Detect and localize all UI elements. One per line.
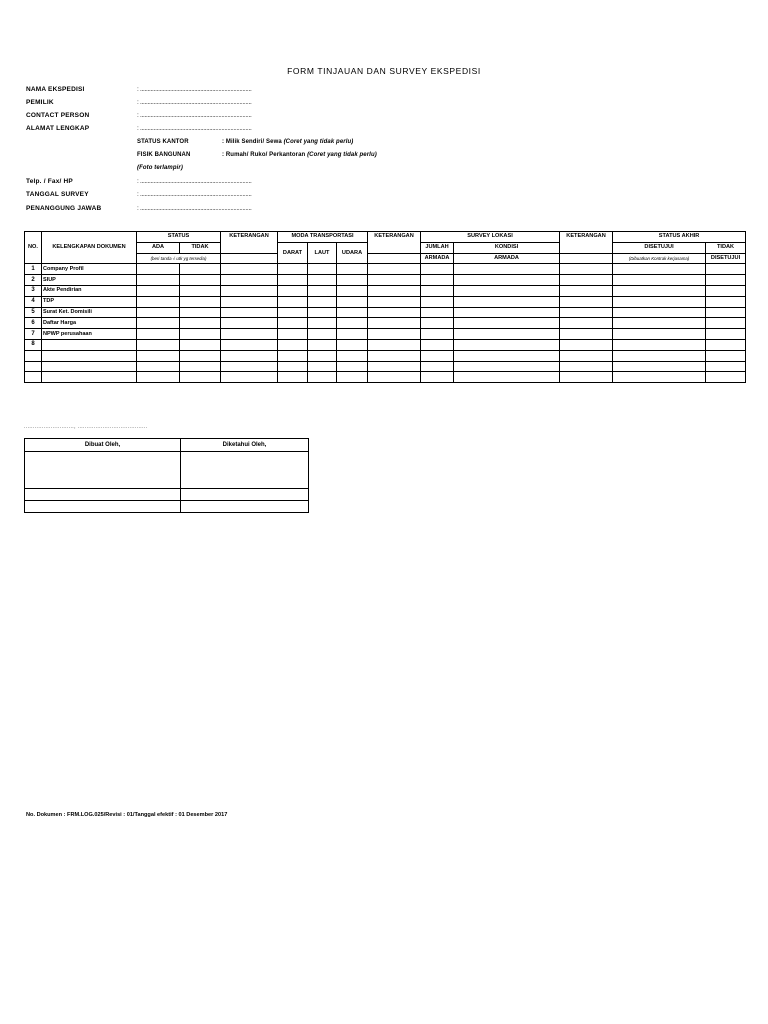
status-kantor-options: : Milik Sendiri/ Sewa	[222, 139, 282, 145]
diketahui-date-box[interactable]	[181, 501, 309, 513]
table-cell[interactable]	[221, 339, 278, 350]
table-cell[interactable]	[560, 296, 613, 307]
table-cell[interactable]	[454, 285, 560, 296]
table-cell[interactable]	[137, 318, 180, 329]
field-penanggung-jawab[interactable]: : ..........................................................................	[137, 205, 252, 212]
table-cell[interactable]	[137, 361, 180, 372]
document-footer: No. Dokumen : FRM.LOG.025/Revisi : 01/Tanggal efektif : 01 Desember 2017	[26, 812, 228, 818]
table-row	[25, 372, 746, 383]
table-cell[interactable]	[278, 318, 308, 329]
table-cell[interactable]	[560, 318, 613, 329]
table-cell[interactable]	[308, 339, 337, 350]
table-row	[25, 296, 746, 307]
table-cell[interactable]	[337, 285, 368, 296]
signature-table	[24, 438, 309, 513]
table-row	[25, 264, 746, 275]
fisik-bangunan-value	[222, 152, 377, 158]
table-cell[interactable]	[337, 318, 368, 329]
label-tanggal-survey: TANGGAL SURVEY	[26, 191, 89, 198]
table-cell[interactable]	[613, 307, 706, 318]
table-cell[interactable]	[337, 264, 368, 275]
col-kondisi-header: KONDISI	[454, 242, 560, 253]
row-document-name: TDP	[42, 296, 137, 307]
table-cell[interactable]	[560, 285, 613, 296]
table-cell[interactable]	[454, 275, 560, 286]
table-cell[interactable]	[221, 372, 278, 383]
table-cell[interactable]	[454, 264, 560, 275]
table-cell[interactable]	[421, 372, 454, 383]
table-cell[interactable]	[180, 275, 221, 286]
dibuat-signature-box[interactable]	[25, 452, 181, 489]
table-cell[interactable]	[278, 264, 308, 275]
field-telp[interactable]: : ..........................................................................	[137, 178, 252, 185]
col-ada-header: ADA	[137, 242, 180, 253]
table-cell[interactable]	[613, 361, 706, 372]
table-cell[interactable]	[180, 329, 221, 340]
status-note: (beri tanda √ utk yg tersedia)	[137, 253, 221, 264]
row-document-name: Surat Ket. Domisili	[42, 307, 137, 318]
table-cell[interactable]	[221, 296, 278, 307]
table-cell[interactable]	[180, 296, 221, 307]
table-cell[interactable]	[421, 339, 454, 350]
table-cell[interactable]	[706, 318, 746, 329]
table-cell[interactable]	[221, 318, 278, 329]
label-contact-person: CONTACT PERSON	[26, 112, 90, 119]
table-cell[interactable]	[454, 296, 560, 307]
table-cell[interactable]	[221, 329, 278, 340]
table-cell[interactable]	[308, 372, 337, 383]
table-cell[interactable]	[454, 318, 560, 329]
table-cell[interactable]	[137, 307, 180, 318]
label-penanggung-jawab: PENANGGUNG JAWAB	[26, 205, 102, 212]
table-cell[interactable]	[421, 264, 454, 275]
col-laut-header: LAUT	[308, 242, 337, 264]
table-cell[interactable]	[180, 285, 221, 296]
table-cell[interactable]	[706, 339, 746, 350]
table-cell[interactable]	[308, 296, 337, 307]
disetujui-note: (Dibuatkan Kontrak kerjasama)	[613, 253, 706, 264]
row-document-name: Daftar Harga	[42, 318, 137, 329]
col-keterangan-1-header: KETERANGAN	[221, 232, 278, 254]
table-cell[interactable]	[706, 275, 746, 286]
table-cell[interactable]	[706, 361, 746, 372]
table-cell[interactable]	[613, 329, 706, 340]
row-number: 8	[25, 339, 42, 350]
dibuat-oleh-label: Dibuat Oleh,	[25, 439, 181, 452]
table-cell[interactable]	[137, 285, 180, 296]
table-cell[interactable]	[180, 264, 221, 275]
label-telp: Telp. / Fax/ HP	[26, 178, 73, 185]
field-tanggal-survey[interactable]: : ..........................................................................	[137, 191, 252, 198]
row-document-name	[42, 350, 137, 361]
table-cell[interactable]	[337, 275, 368, 286]
table-cell[interactable]	[368, 285, 421, 296]
fisik-bangunan-options: : Rumah/ Ruko/ Perkantoran	[222, 152, 306, 158]
table-cell[interactable]	[308, 318, 337, 329]
table-cell[interactable]	[368, 264, 421, 275]
armada-2-label: ARMADA	[454, 253, 560, 264]
col-status-header: STATUS	[137, 232, 221, 243]
col-darat-header: DARAT	[278, 242, 308, 264]
table-row	[25, 307, 746, 318]
diketahui-name-box[interactable]	[181, 489, 309, 501]
table-cell[interactable]	[613, 372, 706, 383]
table-row	[25, 329, 746, 340]
row-document-name: SIUP	[42, 275, 137, 286]
keterangan-3-sub	[560, 253, 613, 264]
table-cell[interactable]	[706, 307, 746, 318]
row-document-name	[42, 339, 137, 350]
table-cell[interactable]	[278, 361, 308, 372]
col-keterangan-3-header: KETERANGAN	[560, 232, 613, 254]
table-cell[interactable]	[368, 329, 421, 340]
table-cell[interactable]	[613, 339, 706, 350]
diketahui-oleh-label: Diketahui Oleh,	[181, 439, 309, 452]
fisik-bangunan-note: (Coret yang tidak perlu)	[307, 152, 377, 158]
table-cell[interactable]	[278, 275, 308, 286]
armada-1-label: ARMADA	[421, 253, 454, 264]
table-cell[interactable]	[421, 361, 454, 372]
table-row	[25, 285, 746, 296]
col-status-akhir-header: STATUS AKHIR	[613, 232, 746, 243]
col-keterangan-2-header: KETERANGAN	[368, 232, 421, 254]
table-cell[interactable]	[278, 329, 308, 340]
table-cell[interactable]	[137, 329, 180, 340]
row-number: 5	[25, 307, 42, 318]
table-cell[interactable]	[706, 329, 746, 340]
table-cell[interactable]	[137, 350, 180, 361]
table-cell[interactable]	[180, 339, 221, 350]
table-cell[interactable]	[368, 307, 421, 318]
disetujui-2-label: DISETUJUI	[706, 253, 746, 264]
field-alamat-lengkap[interactable]: : ..........................................................................	[137, 125, 252, 132]
table-cell[interactable]	[613, 318, 706, 329]
table-cell[interactable]	[560, 264, 613, 275]
form-title: FORM TINJAUAN DAN SURVEY EKSPEDISI	[287, 66, 481, 76]
field-pemilik[interactable]: : ..........................................................................	[137, 99, 252, 106]
table-cell[interactable]	[278, 339, 308, 350]
table-cell[interactable]	[278, 372, 308, 383]
field-contact-person[interactable]: : ..........................................................................	[137, 112, 252, 119]
table-cell[interactable]	[421, 285, 454, 296]
keterangan-2-sub	[368, 253, 421, 264]
table-cell[interactable]	[421, 275, 454, 286]
label-fisik-bangunan: FISIK BANGUNAN	[137, 152, 191, 158]
table-cell[interactable]	[221, 264, 278, 275]
row-number: 4	[25, 296, 42, 307]
row-number	[25, 350, 42, 361]
table-cell[interactable]	[180, 372, 221, 383]
table-cell[interactable]	[278, 350, 308, 361]
table-cell[interactable]	[454, 350, 560, 361]
table-cell[interactable]	[706, 285, 746, 296]
table-cell[interactable]	[180, 318, 221, 329]
table-cell[interactable]	[421, 329, 454, 340]
row-document-name	[42, 372, 137, 383]
status-kantor-value	[222, 139, 353, 145]
table-cell[interactable]	[137, 339, 180, 350]
col-tidak-header: TIDAK	[180, 242, 221, 253]
table-cell[interactable]	[337, 307, 368, 318]
col-no-header: NO.	[25, 232, 42, 264]
place-date-line: ............................, .......................................	[24, 424, 148, 430]
table-cell[interactable]	[180, 307, 221, 318]
row-document-name	[42, 361, 137, 372]
table-cell[interactable]	[421, 350, 454, 361]
table-cell[interactable]	[560, 372, 613, 383]
row-number	[25, 372, 42, 383]
table-cell[interactable]	[137, 372, 180, 383]
col-moda-header: MODA TRANSPORTASI	[278, 232, 368, 243]
table-cell[interactable]	[308, 285, 337, 296]
table-cell[interactable]	[560, 275, 613, 286]
table-cell[interactable]	[221, 361, 278, 372]
table-cell[interactable]	[368, 318, 421, 329]
table-cell[interactable]	[454, 307, 560, 318]
table-cell[interactable]	[337, 361, 368, 372]
table-cell[interactable]	[308, 329, 337, 340]
row-number: 1	[25, 264, 42, 275]
col-kelengkapan-header: KELENGKAPAN DOKUMEN	[42, 232, 137, 264]
table-cell[interactable]	[454, 339, 560, 350]
table-cell[interactable]	[613, 275, 706, 286]
table-cell[interactable]	[278, 285, 308, 296]
row-number: 2	[25, 275, 42, 286]
table-cell[interactable]	[308, 264, 337, 275]
table-cell[interactable]	[421, 318, 454, 329]
dibuat-name-box[interactable]	[25, 489, 181, 501]
table-cell[interactable]	[308, 350, 337, 361]
table-cell[interactable]	[337, 329, 368, 340]
table-cell[interactable]	[706, 372, 746, 383]
table-cell[interactable]	[613, 296, 706, 307]
table-cell[interactable]	[421, 307, 454, 318]
table-cell[interactable]	[180, 361, 221, 372]
dibuat-date-box[interactable]	[25, 501, 181, 513]
status-kantor-note: (Coret yang tidak perlu)	[283, 139, 354, 145]
table-cell[interactable]	[454, 372, 560, 383]
col-survey-lokasi-header: SURVEY LOKASI	[421, 232, 560, 243]
table-cell[interactable]	[368, 372, 421, 383]
table-cell[interactable]	[560, 329, 613, 340]
table-cell[interactable]	[221, 307, 278, 318]
table-cell[interactable]	[706, 350, 746, 361]
keterangan-1-sub	[221, 253, 278, 264]
table-cell[interactable]	[137, 275, 180, 286]
table-cell[interactable]	[337, 339, 368, 350]
table-row	[25, 275, 746, 286]
table-cell[interactable]	[560, 339, 613, 350]
table-cell[interactable]	[454, 329, 560, 340]
col-udara-header: UDARA	[337, 242, 368, 264]
table-cell[interactable]	[706, 296, 746, 307]
foto-terlampir: (Foto terlampir)	[137, 165, 183, 171]
table-cell[interactable]	[308, 361, 337, 372]
table-cell[interactable]	[368, 275, 421, 286]
row-number: 6	[25, 318, 42, 329]
label-alamat-lengkap: ALAMAT LENGKAP	[26, 125, 90, 132]
row-number: 3	[25, 285, 42, 296]
table-row	[25, 350, 746, 361]
table-cell[interactable]	[368, 350, 421, 361]
table-cell[interactable]	[337, 296, 368, 307]
row-document-name: NPWP perusahaan	[42, 329, 137, 340]
table-cell[interactable]	[706, 264, 746, 275]
table-cell[interactable]	[180, 350, 221, 361]
table-cell[interactable]	[221, 285, 278, 296]
row-number	[25, 361, 42, 372]
table-cell[interactable]	[337, 372, 368, 383]
table-cell[interactable]	[308, 307, 337, 318]
table-cell[interactable]	[368, 339, 421, 350]
table-row	[25, 361, 746, 372]
table-cell[interactable]	[137, 264, 180, 275]
table-cell[interactable]	[560, 361, 613, 372]
col-jumlah-header: JUMLAH	[421, 242, 454, 253]
table-cell[interactable]	[278, 296, 308, 307]
table-cell[interactable]	[337, 350, 368, 361]
label-status-kantor: STATUS KANTOR	[137, 139, 189, 145]
table-cell[interactable]	[613, 285, 706, 296]
table-cell[interactable]	[368, 361, 421, 372]
table-cell[interactable]	[613, 264, 706, 275]
col-tidak-disetujui-header: TIDAK	[706, 242, 746, 253]
field-nama-ekspedisi[interactable]: : ..........................................................................	[137, 86, 252, 93]
table-cell[interactable]	[421, 296, 454, 307]
row-number: 7	[25, 329, 42, 340]
table-row	[25, 339, 746, 350]
table-cell[interactable]	[454, 361, 560, 372]
table-cell[interactable]	[278, 307, 308, 318]
table-cell[interactable]	[137, 296, 180, 307]
table-cell[interactable]	[613, 350, 706, 361]
diketahui-signature-box[interactable]	[181, 452, 309, 489]
row-document-name: Akte Pendirian	[42, 285, 137, 296]
label-pemilik: PEMILIK	[26, 99, 54, 106]
label-nama-ekspedisi: NAMA EKSPEDISI	[26, 86, 85, 93]
table-cell[interactable]	[221, 350, 278, 361]
table-cell[interactable]	[308, 275, 337, 286]
table-row	[25, 318, 746, 329]
survey-table	[24, 231, 746, 383]
table-cell[interactable]	[368, 296, 421, 307]
table-cell[interactable]	[560, 307, 613, 318]
row-document-name: Company Profil	[42, 264, 137, 275]
table-cell[interactable]	[560, 350, 613, 361]
col-disetujui-header: DISETUJUI	[613, 242, 706, 253]
table-cell[interactable]	[221, 275, 278, 286]
